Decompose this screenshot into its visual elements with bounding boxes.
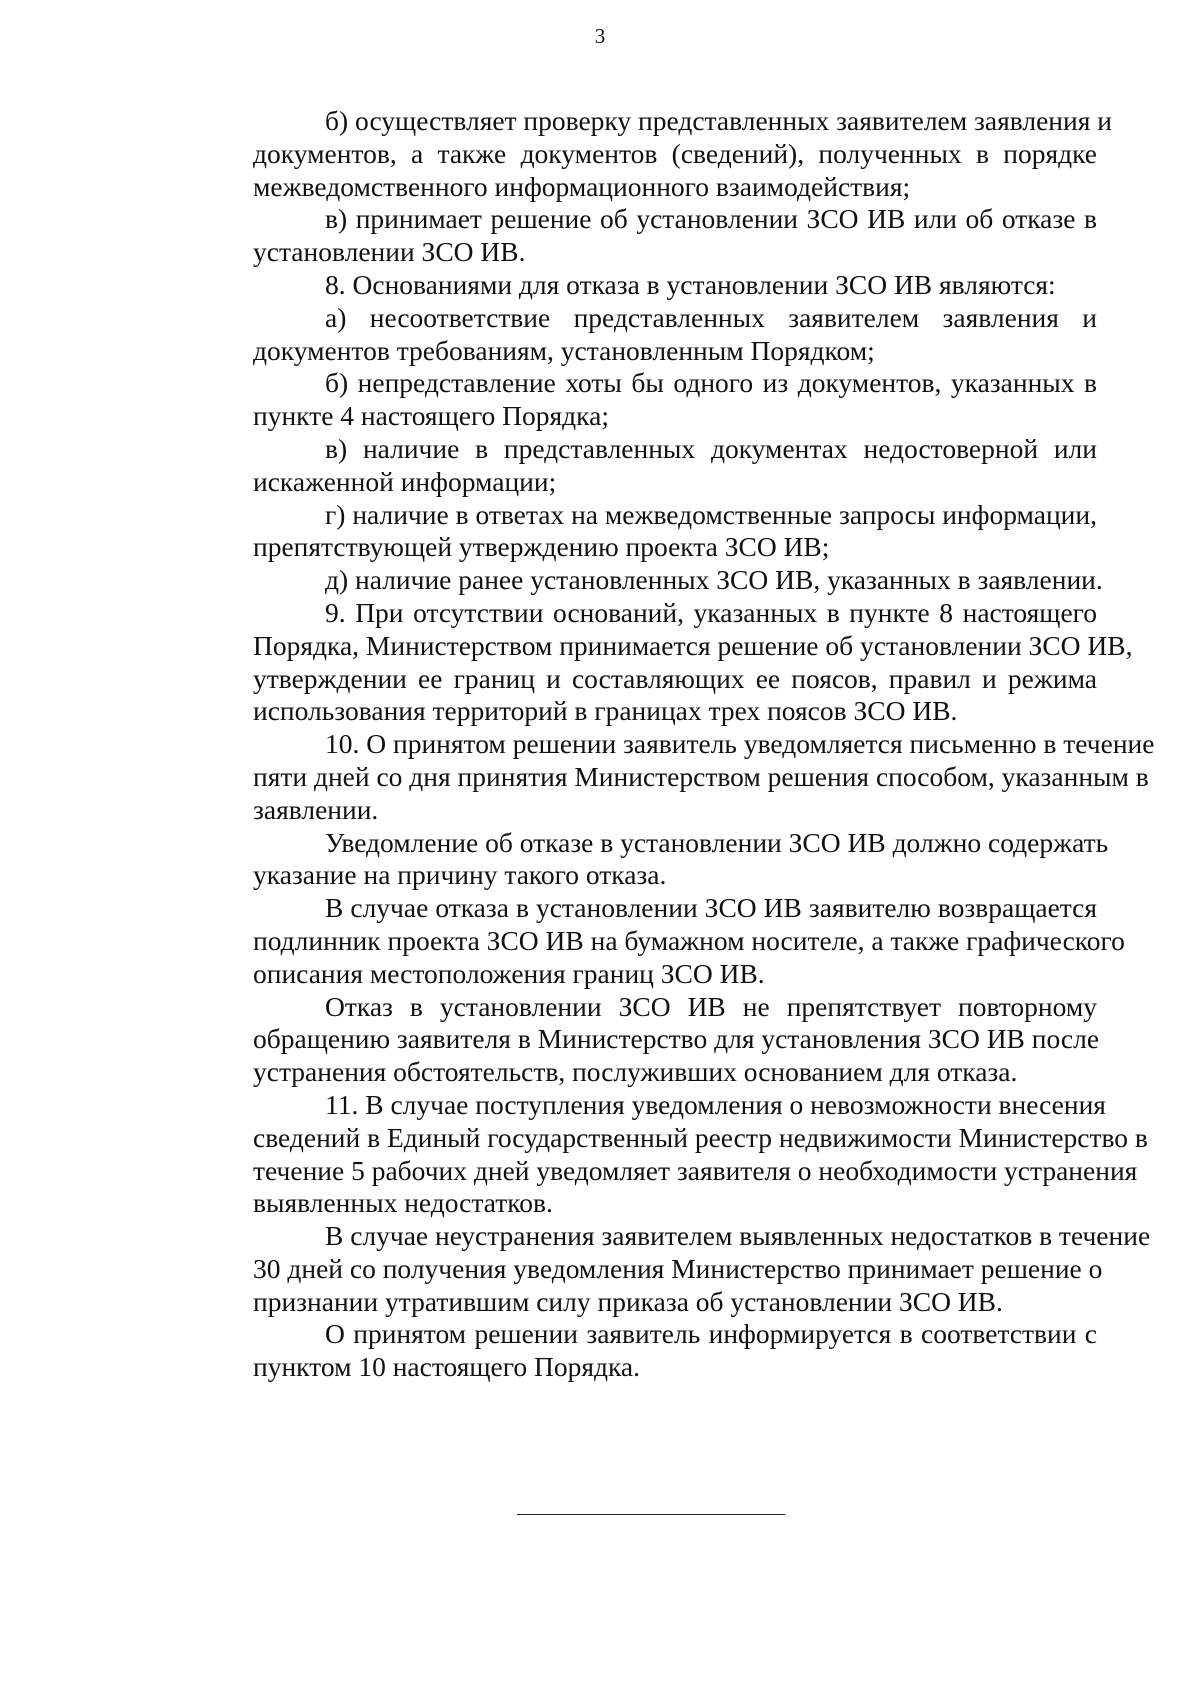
text-line: Отказ в установлении ЗСО ИВ не препятствует повторному xyxy=(325,990,1097,1022)
text-line: б) непредставление хоты бы одного из документов, указанных в xyxy=(325,367,1097,399)
text-line: выявленных недостатков. xyxy=(253,1187,553,1219)
text-line: течение 5 рабочих дней уведомляет заявителя о необходимости устранения xyxy=(253,1154,1138,1186)
text-line: межведомственного информационного взаимодействия; xyxy=(253,170,911,202)
text-line: в) наличие в представленных документах недостоверной или xyxy=(325,432,1097,464)
paragraph xyxy=(181,990,1100,1089)
text-line: обращению заявителя в Министерство для установления ЗСО ИВ после xyxy=(253,1023,1100,1055)
paragraph xyxy=(181,499,1097,565)
document-body xyxy=(181,105,1155,1384)
paragraph xyxy=(181,269,1097,302)
text-line: указание на причину такого отказа. xyxy=(253,859,667,891)
paragraph xyxy=(181,826,1109,893)
text-line: заявлении. xyxy=(253,793,379,825)
text-line: искаженной информации; xyxy=(253,465,557,497)
text-line: Уведомление об отказе в установлении ЗСО ИВ должно содержать xyxy=(325,826,1109,858)
text-line: утверждении ее границ и составляющих ее поясов, правил и режима xyxy=(253,662,1097,694)
text-line: О принятом решении заявитель информируется в соответствии с xyxy=(325,1318,1097,1350)
paragraph xyxy=(181,596,1133,728)
end-of-document-rule xyxy=(517,1514,785,1515)
page-number: 3 xyxy=(594,24,606,48)
paragraph xyxy=(181,1088,1148,1220)
text-line: Порядка, Министерством принимается решение об установлении ЗСО ИВ, xyxy=(253,629,1133,661)
text-line: д) наличие ранее установленных ЗСО ИВ, указанных в заявлении. xyxy=(325,564,1103,596)
paragraph xyxy=(181,564,1103,597)
paragraph xyxy=(181,367,1097,433)
text-line: подлинник проекта ЗСО ИВ на бумажном носителе, а также графического xyxy=(253,924,1125,956)
text-line: препятствующей утверждению проекта ЗСО ИВ; xyxy=(253,531,830,563)
text-line: документов требованиям, установленным Порядком; xyxy=(253,334,875,366)
text-line: 9. При отсутствии оснований, указанных в пункте 8 настоящего xyxy=(325,596,1097,628)
text-line: г) наличие в ответах на межведомственные запросы информации, xyxy=(325,498,1097,530)
text-line: сведений в Единый государственный реестр недвижимости Министерство в xyxy=(253,1121,1148,1153)
text-line: пункте 4 настоящего Порядка; xyxy=(253,400,609,432)
text-line: 11. В случае поступления уведомления о невозможности внесения xyxy=(325,1088,1106,1120)
text-line: В случае неустранения заявителем выявленных недостатков в течение xyxy=(325,1220,1151,1252)
paragraph xyxy=(181,1220,1151,1318)
text-line: а) несоответствие представленных заявителем заявления и xyxy=(325,301,1097,333)
text-line: 10. О принятом решении заявитель уведомляется письменно в течение xyxy=(325,728,1155,760)
paragraph xyxy=(181,728,1155,826)
text-line: использования территорий в границах трех поясов ЗСО ИВ. xyxy=(253,695,958,727)
text-line: описания местоположения границ ЗСО ИВ. xyxy=(253,957,765,989)
paragraph xyxy=(181,302,1097,368)
paragraph xyxy=(181,1318,1097,1384)
paragraph xyxy=(181,105,1112,203)
paragraph xyxy=(181,203,1097,269)
text-line: б) осуществляет проверку представленных заявителем заявления и xyxy=(325,105,1112,136)
paragraph xyxy=(181,892,1125,990)
text-line: в) принимает решение об установлении ЗСО ИВ или об отказе в xyxy=(325,203,1097,235)
text-line: признании утратившим силу приказа об установлении ЗСО ИВ. xyxy=(253,1285,1003,1317)
paragraph xyxy=(181,433,1097,499)
text-line: 30 дней со получения уведомления Министерство принимает решение о xyxy=(253,1252,1103,1284)
text-line: документов, а также документов (сведений), полученных в порядке xyxy=(253,137,1097,169)
text-line: пяти дней со дня принятия Министерством решения способом, указанным в xyxy=(253,760,1149,792)
text-line: пунктом 10 настоящего Порядка. xyxy=(253,1351,641,1383)
text-line: 8. Основаниями для отказа в установлении ЗСО ИВ являются: xyxy=(325,268,1056,300)
text-line: установлении ЗСО ИВ. xyxy=(253,236,526,268)
text-line: В случае отказа в установлении ЗСО ИВ заявителю возвращается xyxy=(325,892,1097,924)
text-line: устранения обстоятельств, послуживших основанием для отказа. xyxy=(253,1056,1018,1088)
